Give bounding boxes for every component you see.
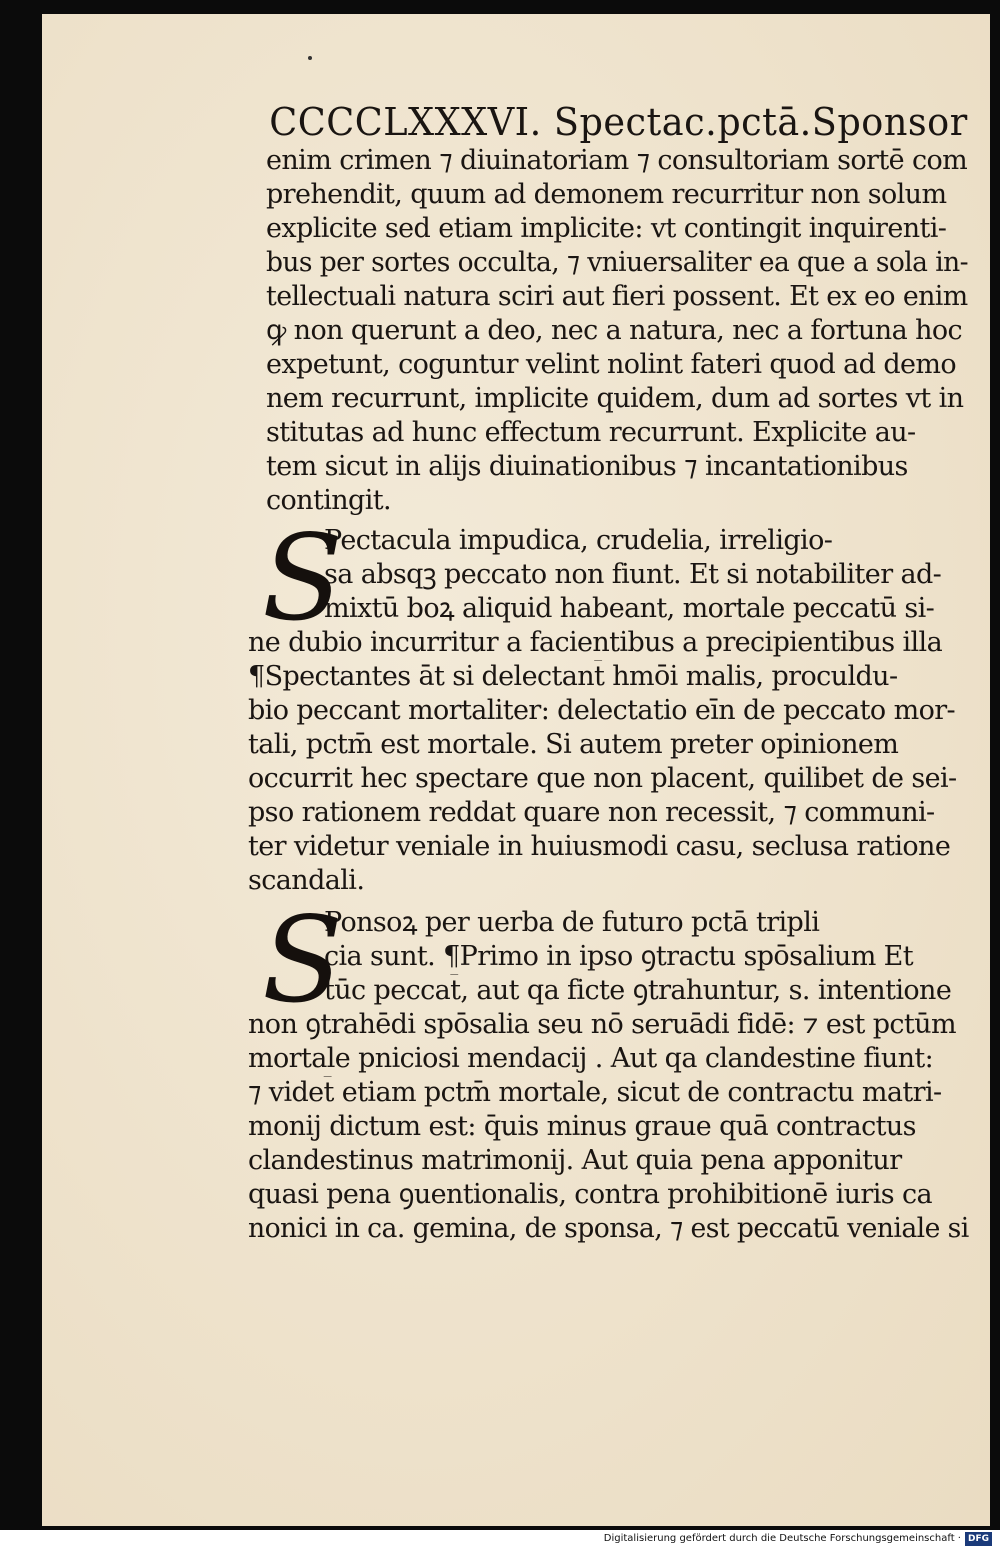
text-line: quasi pena ꝯuentionalis, contra prohibitionē iuris ca [248, 1179, 933, 1210]
text-line: enim crimen ⁊ diuinatoriam ⁊ consultoriam sortē com [266, 145, 968, 176]
text-line: monij dictum est: q̄uis minus graue quā contractus [248, 1111, 916, 1142]
initial-letter: S [262, 509, 343, 647]
initial-letter: S [262, 891, 343, 1029]
text-line: ne dubio incurritur a facientibus a precipientibus illa [248, 627, 943, 658]
text-line: ⁊ videt̄ etiam pctm̄ mortale, sicut de contractu matri- [248, 1077, 942, 1108]
funding-credit [604, 1531, 992, 1547]
text-line: expetunt, coguntur velint nolint fateri quod ad demo [266, 349, 957, 380]
text-line: tali, pctm̄ est mortale. Si autem preter opinionem [248, 729, 899, 760]
text-line: contingit. [266, 485, 391, 516]
text-line: mixtū boꝝ aliquid habeant, mortale peccatū si- [324, 593, 935, 624]
dfg-logo: DFG [965, 1532, 992, 1546]
paragraph-2 [248, 509, 968, 898]
text-line: Ponsoꝝ per uerba de futuro pctā tripli [324, 907, 820, 938]
text-line: Pectacula impudica, crudelia, irreligio- [324, 525, 833, 556]
text-line: non ꝯtrahēdi spōsalia seu nō seruādi fidē: ⁊ est pctūm [248, 1009, 956, 1040]
paragraph-3 [248, 891, 969, 1246]
text-line: cia sunt. ¶Primo in ipso ꝯtractu spōsalium Et [324, 941, 914, 972]
text-line: bus per sortes occulta, ⁊ vniuersaliter ea que a sola in- [266, 247, 968, 278]
text-line: prehendit, quum ad demonem recurritur non solum [266, 179, 947, 210]
paragraph-1 [248, 144, 968, 518]
text-line: nem recurrunt, implicite quidem, dum ad sortes vt in [266, 383, 964, 414]
text-line: ter videtur veniale in huiusmodi casu, seclusa ratione [248, 831, 951, 862]
credit-text: Digitalisierung gefördert durch die Deutsche Forschungsgemeinschaft · [603, 1533, 961, 1544]
text-line: scandali. [248, 865, 365, 896]
text-line: nonici in ca. gemina, de sponsa, ⁊ est peccatū veniale si [248, 1213, 969, 1244]
text-line: stitutas ad hunc effectum recurrunt. Explicite au- [266, 417, 916, 448]
text-line: explicite sed etiam implicite: vt contingit inquirenti- [266, 213, 947, 244]
page-mark [308, 56, 312, 60]
text-line: clandestinus matrimonij. Aut quia pena apponitur [248, 1145, 902, 1176]
text-line: tem sicut in alijs diuinationibus ⁊ incantationibus [266, 451, 908, 482]
text-line: ꝙ non querunt a deo, nec a natura, nec a fortuna hoc [266, 315, 963, 346]
text-line: pso rationem reddat quare non recessit, ⁊ communi- [248, 797, 935, 828]
page-heading: CCCCLXXXVI. Spectac.pctā.Sponsor [269, 100, 968, 144]
text-line: tūc peccat̄, aut qa ficte ꝯtrahuntur, s. intentione [324, 975, 952, 1006]
text-line: bio peccant mortaliter: delectatio eīn de peccato mor- [248, 695, 956, 726]
text-line: ¶Spectantes āt si delectant̄ hmōi malis, proculdu- [248, 661, 898, 692]
text-line: tellectuali natura sciri aut fieri possent. Et ex eo enim [266, 281, 968, 312]
text-line: mortale pniciosi mendacij . Aut qa clandestine fiunt: [248, 1043, 934, 1074]
text-line: occurrit hec spectare que non placent, quilibet de sei- [248, 763, 957, 794]
page-text [248, 100, 968, 1246]
text-line: sa absqꝫ peccato non fiunt. Et si notabiliter ad- [324, 559, 942, 590]
